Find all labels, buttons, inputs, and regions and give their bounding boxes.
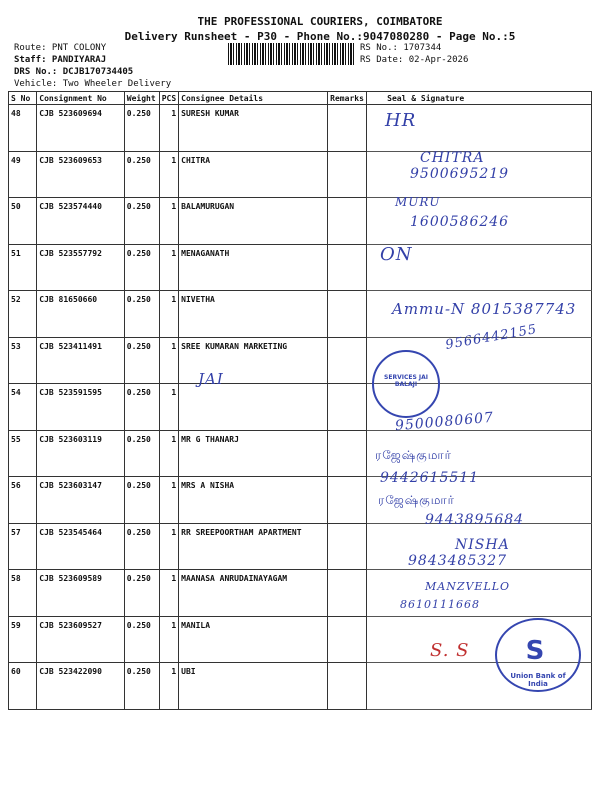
row-sno: 51: [9, 244, 37, 291]
signature-60: S. S: [430, 640, 470, 661]
row-remarks: [328, 244, 367, 291]
bank-stamp-text: Union Bank of India: [510, 672, 566, 688]
table-header: [9, 92, 592, 105]
signature-50-phone: 1600586246: [410, 214, 510, 230]
row-consignment: CJB 81650660: [37, 291, 124, 338]
signature-52: Ammu-N 8015387743: [392, 300, 577, 318]
row-pcs: 1: [159, 337, 178, 384]
row-consignee: MANILA: [179, 616, 328, 663]
row-pcs: 1: [159, 244, 178, 291]
row-consignment: CJB 523545464: [37, 523, 124, 570]
col-pcs: PCS: [159, 92, 178, 105]
company-title: THE PROFESSIONAL COURIERS, COIMBATORE: [197, 15, 443, 28]
signature-53: 9566442155: [444, 322, 539, 353]
row-weight: 0.250: [124, 337, 159, 384]
row-consignment: CJB 523609589: [37, 570, 124, 617]
row-consignment: CJB 523574440: [37, 198, 124, 245]
col-seal: Seal & Signature: [367, 92, 592, 105]
row-sno: 53: [9, 337, 37, 384]
runsheet-title: Delivery Runsheet - P30 - Phone No.:9047080280 - Page No.:5: [124, 30, 516, 43]
runsheet-table: [8, 91, 592, 710]
signature-58-phone: 9843485327: [408, 553, 508, 569]
staff-label: Staff: PANDIYARAJ: [14, 55, 107, 65]
route-label: Route: PNT COLONY: [14, 43, 107, 53]
row-consignment: CJB 523591595: [37, 384, 124, 431]
row-pcs: 1: [159, 663, 178, 710]
table-row: [9, 337, 592, 384]
row-weight: 0.250: [124, 151, 159, 198]
row-consignee: [179, 384, 328, 431]
row-remarks: [328, 570, 367, 617]
signature-54: JAI: [198, 370, 224, 388]
table-row: [9, 105, 592, 152]
signature-56-name: ரஜேஷ்குமார்: [375, 448, 452, 462]
row-consignment: CJB 523609527: [37, 616, 124, 663]
col-remarks: Remarks: [328, 92, 367, 105]
row-pcs: 1: [159, 570, 178, 617]
row-remarks: [328, 291, 367, 338]
row-consignee: SURESH KUMAR: [179, 105, 328, 152]
rs-number: RS No.: 1707344: [360, 43, 442, 53]
row-consignment: CJB 523609653: [37, 151, 124, 198]
row-pcs: 1: [159, 430, 178, 477]
col-sno: S No: [9, 92, 37, 105]
row-consignment: CJB 523422090: [37, 663, 124, 710]
row-consignment: CJB 523609694: [37, 105, 124, 152]
row-consignment: CJB 523603147: [37, 477, 124, 524]
row-consignee: SREE KUMARAN MARKETING: [179, 337, 328, 384]
row-weight: 0.250: [124, 570, 159, 617]
row-sno: 57: [9, 523, 37, 570]
row-sno: 59: [9, 616, 37, 663]
bank-logo-icon: S: [525, 636, 545, 666]
row-pcs: 1: [159, 384, 178, 431]
row-weight: 0.250: [124, 384, 159, 431]
signature-51: ON: [380, 244, 413, 265]
row-sno: 60: [9, 663, 37, 710]
row-consignee: CHITRA: [179, 151, 328, 198]
row-weight: 0.250: [124, 244, 159, 291]
row-sno: 56: [9, 477, 37, 524]
row-weight: 0.250: [124, 663, 159, 710]
row-remarks: [328, 430, 367, 477]
signature-56-phone: 9442615511: [380, 470, 480, 486]
row-pcs: 1: [159, 291, 178, 338]
row-remarks: [328, 477, 367, 524]
row-remarks: [328, 151, 367, 198]
row-sno: 50: [9, 198, 37, 245]
signature-57-phone: 9443895684: [425, 512, 525, 528]
row-weight: 0.250: [124, 616, 159, 663]
row-sno: 52: [9, 291, 37, 338]
row-consignee: MR G THANARJ: [179, 430, 328, 477]
signature-57-name: ரஜேஷ்குமார்: [378, 493, 455, 507]
row-consignee: MRS A NISHA: [179, 477, 328, 524]
row-sno: 54: [9, 384, 37, 431]
table-row: [9, 430, 592, 477]
row-remarks: [328, 523, 367, 570]
row-remarks: [328, 337, 367, 384]
row-remarks: [328, 198, 367, 245]
row-consignee: RR SREEPOORTHAM APARTMENT: [179, 523, 328, 570]
row-consignment: CJB 523557792: [37, 244, 124, 291]
signature-48: HR: [385, 110, 417, 131]
signature-50-name: MURU: [395, 195, 441, 209]
table-row: [9, 244, 592, 291]
rs-date: RS Date: 02-Apr-2026: [360, 55, 469, 65]
stamp-seal-text: SERVICES JAI BALAJI: [384, 374, 428, 388]
row-consignee: UBI: [179, 663, 328, 710]
barcode: [228, 43, 356, 65]
table-row: [9, 384, 592, 431]
row-consignment: CJB 523411491: [37, 337, 124, 384]
row-remarks: [328, 616, 367, 663]
row-consignment: CJB 523603119: [37, 430, 124, 477]
row-sno: 48: [9, 105, 37, 152]
row-weight: 0.250: [124, 291, 159, 338]
row-pcs: 1: [159, 151, 178, 198]
row-remarks: [328, 384, 367, 431]
row-weight: 0.250: [124, 523, 159, 570]
row-pcs: 1: [159, 198, 178, 245]
row-remarks: [328, 105, 367, 152]
signature-49-name: CHITRA: [420, 150, 485, 166]
row-pcs: 1: [159, 523, 178, 570]
signature-49-phone: 9500695219: [410, 166, 510, 182]
row-weight: 0.250: [124, 430, 159, 477]
row-sno: 55: [9, 430, 37, 477]
bank-stamp: [495, 618, 581, 692]
signature-59-phone: 8610111668: [400, 598, 480, 611]
signature-59-name: MANZVELLO: [425, 580, 511, 593]
vehicle-label: Vehicle: Two Wheeler Delivery: [14, 79, 172, 89]
drs-label: DRS No.: DCJB170734405: [14, 67, 134, 77]
row-sno: 58: [9, 570, 37, 617]
signature-55: 9500080607: [394, 409, 495, 435]
col-consignment: Consignment No: [37, 92, 124, 105]
row-pcs: 1: [159, 105, 178, 152]
row-pcs: 1: [159, 477, 178, 524]
row-weight: 0.250: [124, 198, 159, 245]
row-pcs: 1: [159, 616, 178, 663]
row-consignee: MENAGANATH: [179, 244, 328, 291]
row-consignee: BALAMURUGAN: [179, 198, 328, 245]
col-details: Consignee Details: [179, 92, 328, 105]
row-sno: 49: [9, 151, 37, 198]
row-consignee: MAANASA ANRUDAINAYAGAM: [179, 570, 328, 617]
signature-58-name: NISHA: [455, 537, 510, 553]
row-weight: 0.250: [124, 105, 159, 152]
stamp-seal: [372, 350, 440, 418]
row-weight: 0.250: [124, 477, 159, 524]
row-remarks: [328, 663, 367, 710]
col-weight: Weight: [124, 92, 159, 105]
row-consignee: NIVETHA: [179, 291, 328, 338]
